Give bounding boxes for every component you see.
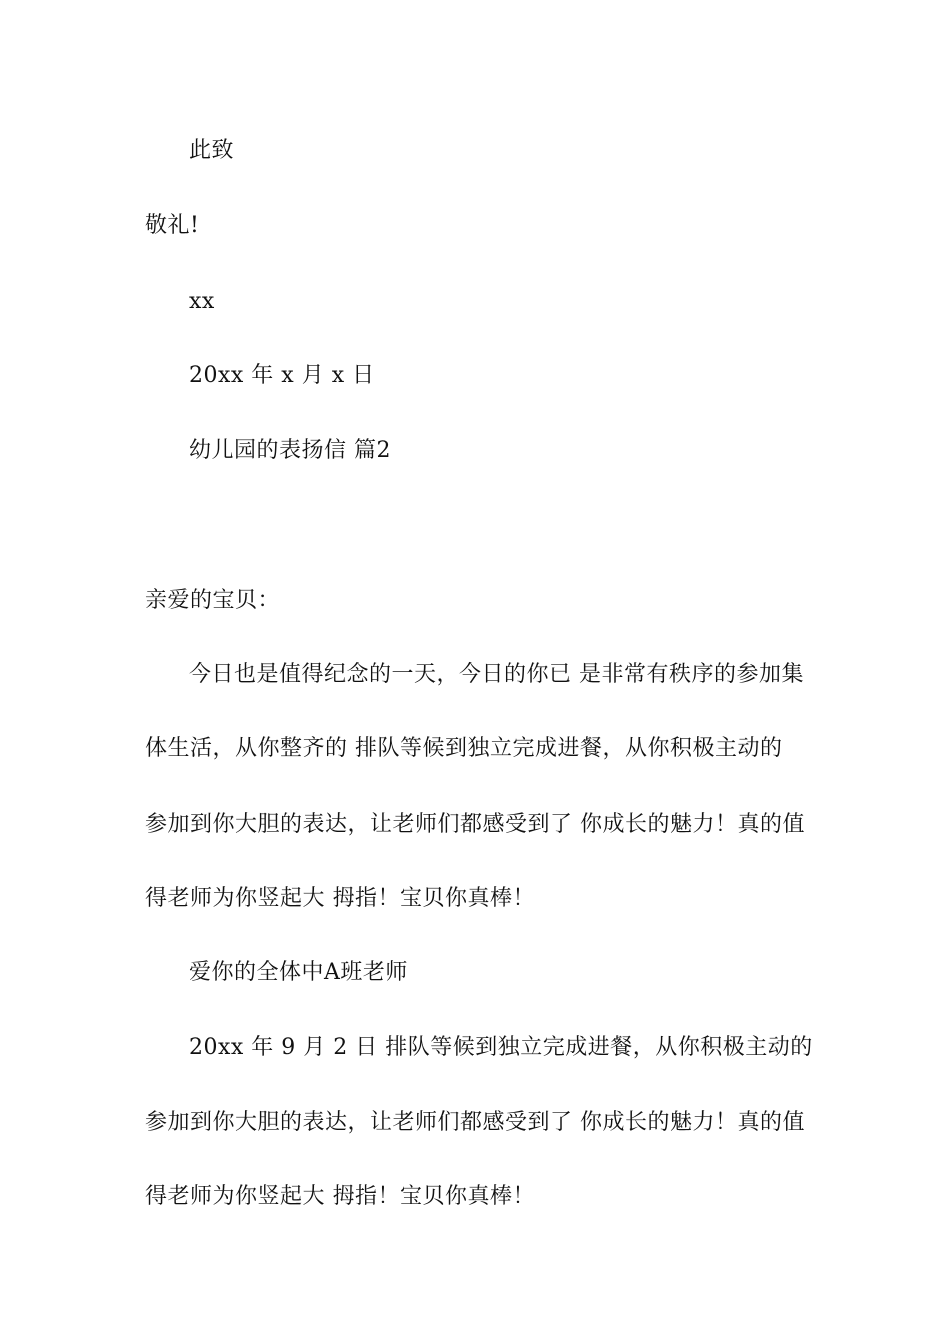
letter-signature: 爱你的全体中A班老师 [189,960,408,985]
closing-line-1: 此致 [189,138,235,163]
section-title: 幼儿园的表扬信 篇2 [189,438,391,463]
salutation: 亲爱的宝贝： [145,588,281,613]
paragraph-line: 得老师为你竖起大 拇指！宝贝你真棒！ [145,886,535,911]
paragraph-line: 今日也是值得纪念的一天，今日的你已 是非常有秩序的参加集 [189,662,804,687]
signature-name: xx [189,289,215,314]
paragraph-line: 参加到你大胆的表达，让老师们都感受到了 你成长的魅力！真的值 [145,1110,805,1135]
paragraph-line: 体生活，从你整齐的 排队等候到独立完成进餐，从你积极主动的 [145,736,783,761]
paragraph-line: 得老师为你竖起大 拇指！宝贝你真棒！ [145,1184,535,1209]
paragraph-line: 20xx 年 9 月 2 日 排队等候到独立完成进餐，从你积极主动的 [189,1035,813,1060]
paragraph-line: 参加到你大胆的表达，让老师们都感受到了 你成长的魅力！真的值 [145,812,805,837]
signature-date: 20xx 年 x 月 x 日 [189,363,375,388]
closing-line-2: 敬礼! [145,213,200,238]
